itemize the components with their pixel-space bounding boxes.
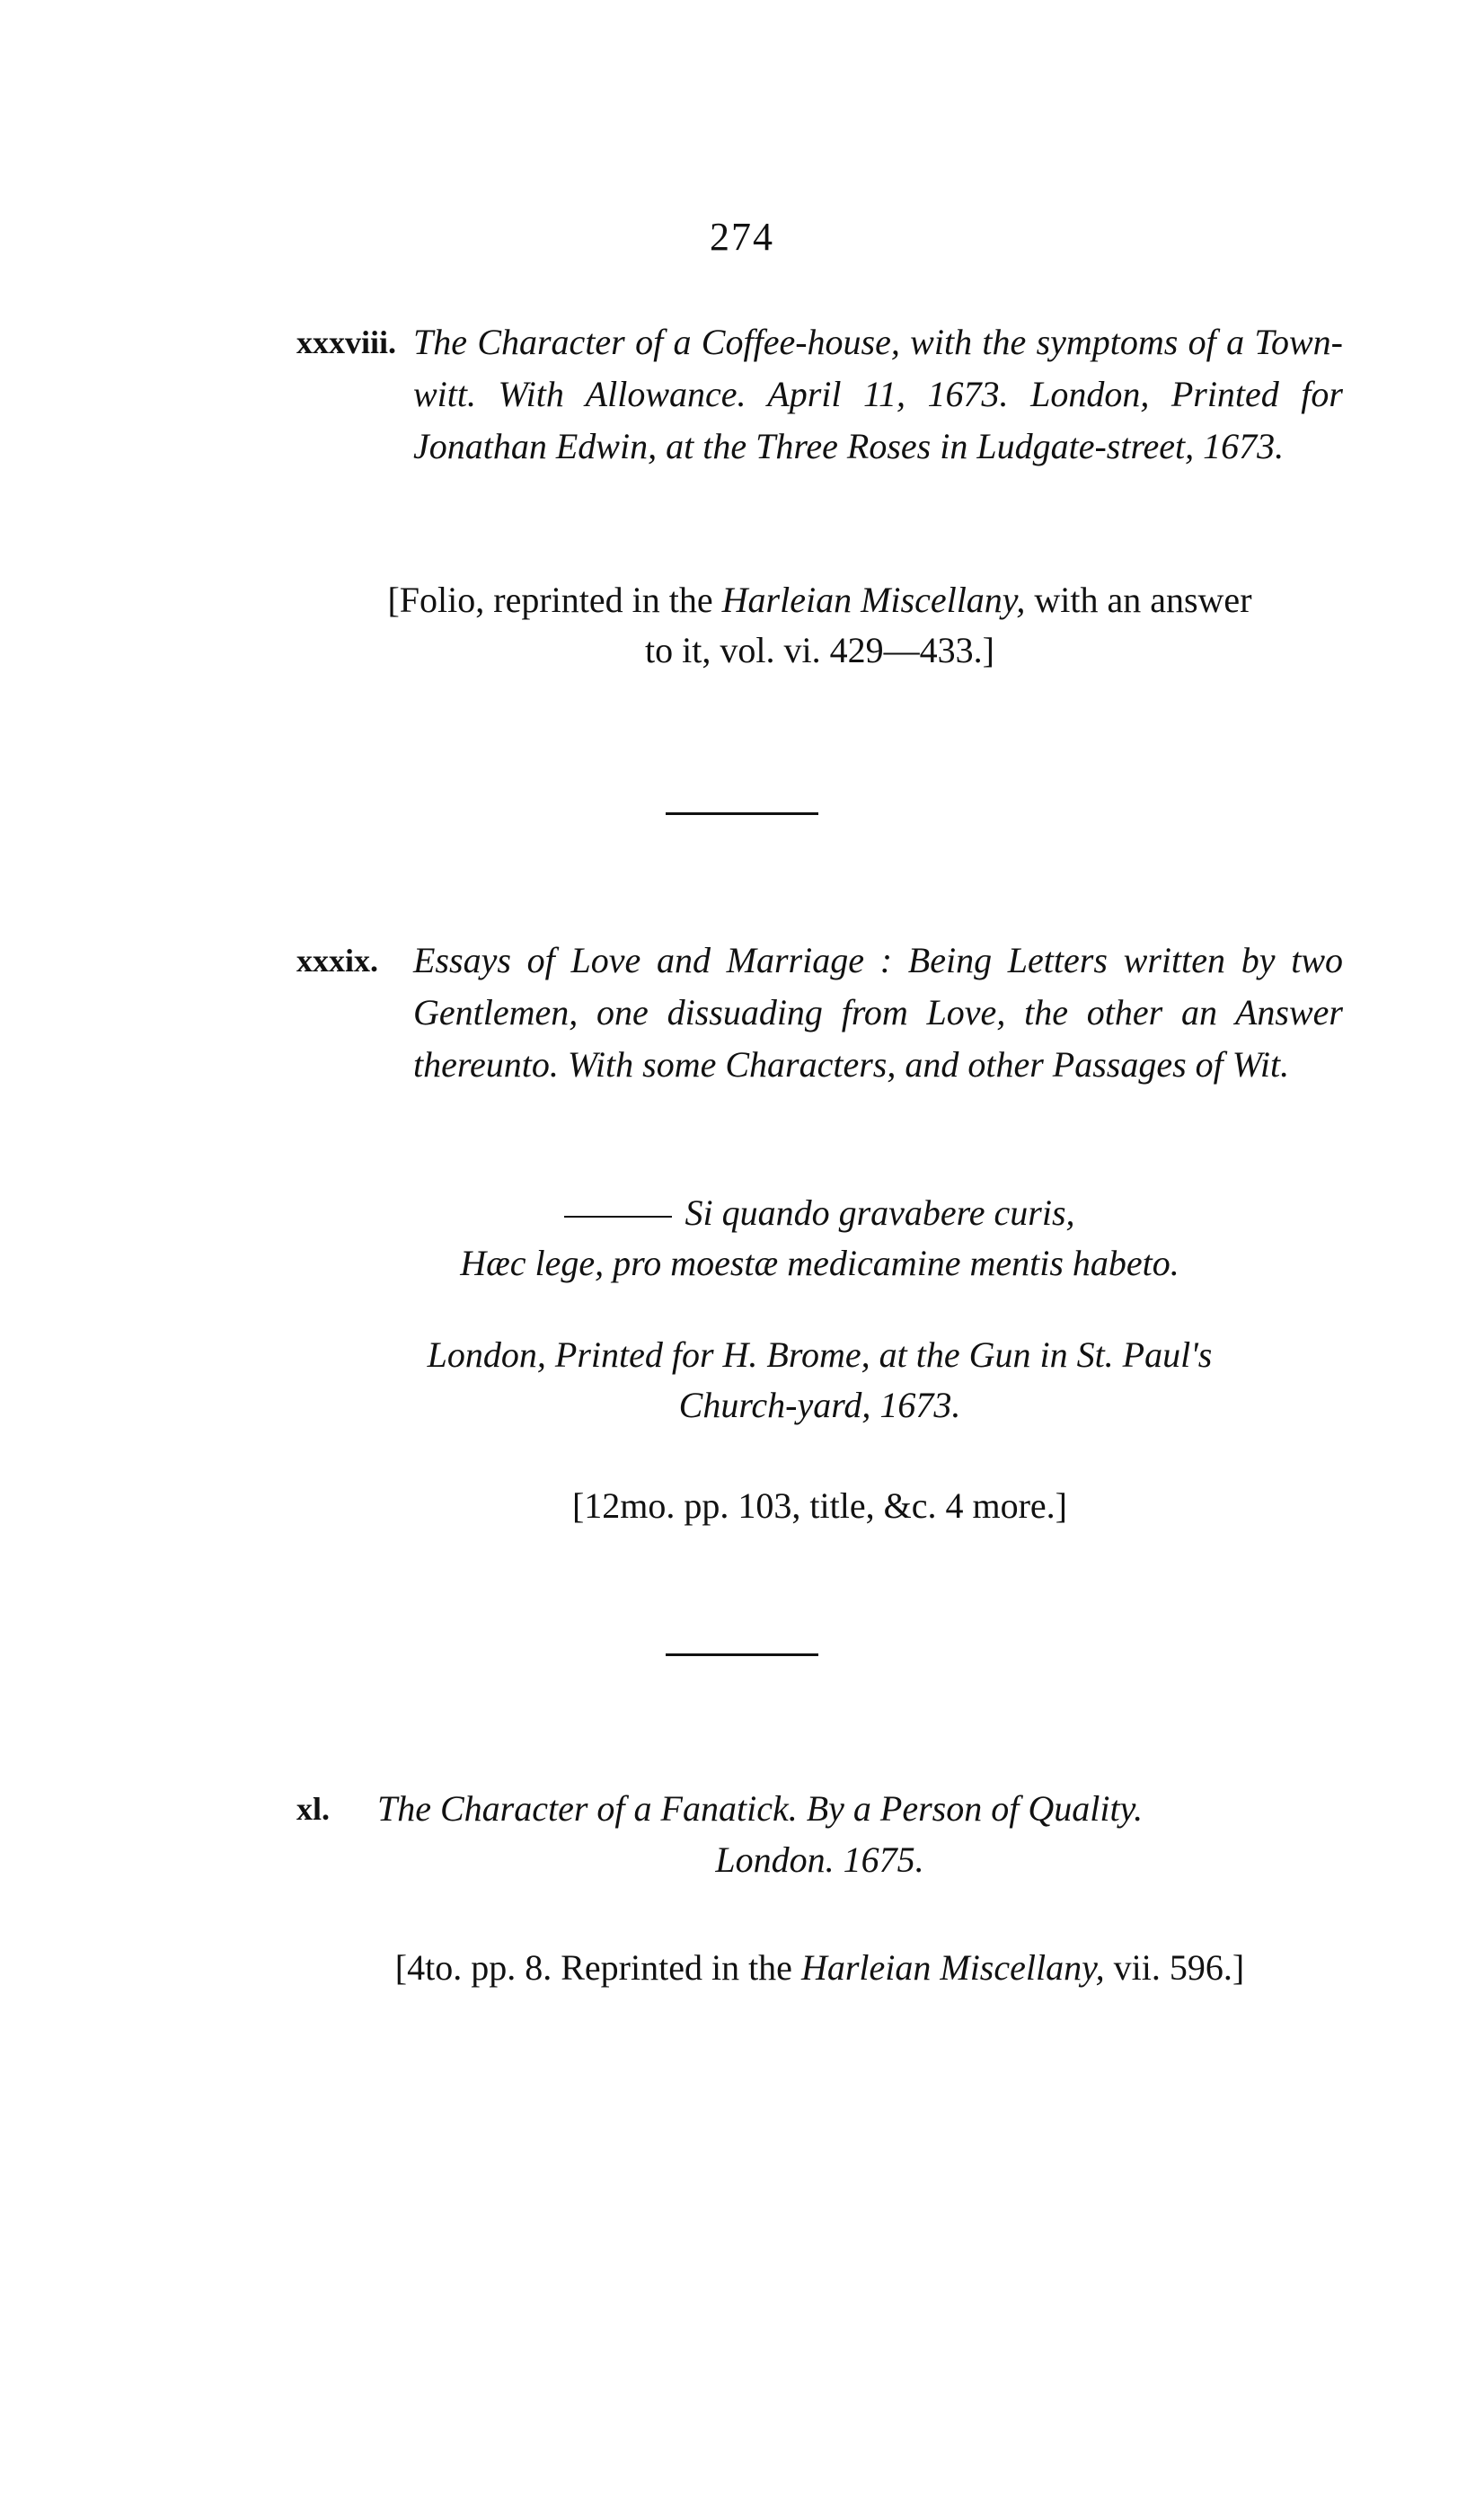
verse-line-2: Hæc lege, pro moestæ medicamine mentis habeto. bbox=[460, 1243, 1179, 1283]
entry-note bbox=[296, 1943, 1343, 1993]
entry-title: Essays of Love and Marriage : Being Letters written by two Gentlemen, one dissuading from Love, the other an Answer thereunto. With some Characters, and other Passages of Wit. bbox=[413, 940, 1343, 1085]
section-divider bbox=[666, 812, 818, 815]
entry-imprint bbox=[296, 1330, 1343, 1431]
note-text: with an answer bbox=[1025, 580, 1252, 620]
imprint-line-1: London, Printed for H. Brome, at the Gun in St. Paul's bbox=[427, 1334, 1213, 1375]
note-text: [4to. pp. 8. Reprinted in the bbox=[394, 1947, 801, 1988]
section-divider bbox=[666, 1653, 818, 1656]
verse-line-1: Si quando gravabere curis, bbox=[685, 1192, 1075, 1233]
verse-dash bbox=[564, 1216, 672, 1218]
entry-imprint: London. 1675. bbox=[715, 1839, 924, 1880]
entry-xl bbox=[296, 1783, 1343, 1835]
entry-note bbox=[296, 575, 1343, 676]
entry-number: xxxviii. bbox=[296, 324, 397, 360]
imprint-line-2: Church-yard, 1673. bbox=[678, 1385, 961, 1425]
note-text: [Folio, reprinted in the bbox=[387, 580, 722, 620]
entry-title: The Character of a Fanatick. By a Person of Quality. bbox=[377, 1788, 1144, 1829]
entry-note: [12mo. pp. 103, title, &c. 4 more.] bbox=[571, 1485, 1067, 1526]
entry-title: The Character of a Coffee-house, with the symptoms of a Town-witt. With Allowance. April 11, 1673. London, Printed for Jonathan Edwin, at the Three Roses in Ludgate-street, 1673. bbox=[413, 322, 1343, 466]
verse-quotation bbox=[296, 1188, 1343, 1289]
page-number: 274 bbox=[710, 215, 774, 259]
entry-number: xl. bbox=[296, 1791, 331, 1827]
note-italic-title: Harleian Miscellany, bbox=[800, 1947, 1105, 1988]
note-text: vii. 596.] bbox=[1104, 1947, 1245, 1988]
entry-xxxviii bbox=[296, 316, 1343, 473]
note-italic-title: Harleian Miscellany, bbox=[721, 580, 1026, 620]
entry-xxxix bbox=[296, 935, 1343, 1091]
note-line-2: to it, vol. vi. 429—433.] bbox=[645, 630, 994, 670]
entry-number: xxxix. bbox=[296, 943, 379, 979]
